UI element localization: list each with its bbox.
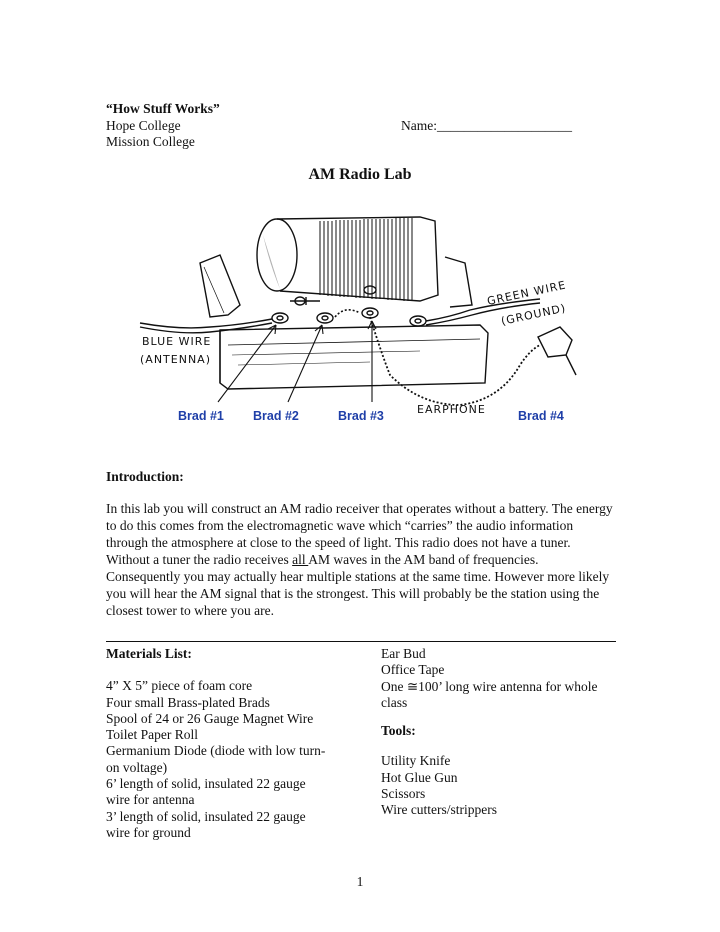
header-college-2: Mission College bbox=[106, 134, 195, 149]
green-wire-label: GREEN WIRE bbox=[485, 278, 568, 308]
coil-windings bbox=[320, 218, 412, 301]
earphone bbox=[538, 327, 572, 357]
tools-heading: Tools: bbox=[381, 723, 416, 739]
materials-item: 3’ length of solid, insulated 22 gauge bbox=[106, 808, 306, 824]
earphone-label: EARPHONE bbox=[417, 403, 486, 416]
page-title: AM Radio Lab bbox=[308, 166, 412, 183]
brad-label-3: Brad #3 bbox=[338, 409, 384, 423]
introduction-heading: Introduction: bbox=[106, 469, 184, 484]
materials-item: Ear Bud bbox=[381, 646, 426, 661]
intro-text-part2: AM waves in the AM band of frequencies. Consequently you may actually hear multiple stations at the same time. However more likely you will hear the AM signal that is the strongest. This will probably be the station using the closest tower to where you are. bbox=[106, 552, 610, 618]
intro-text-part1: In this lab you will construct an AM radio receiver that operates without a battery. The energy to do this comes from the electromagnetic wave which “carries” the audio information through the atmosphere at close to the speed of light. This radio does not have a tuner. Without a tuner the radio receives bbox=[106, 501, 613, 567]
diode bbox=[290, 297, 320, 305]
materials-item: on voltage) bbox=[106, 759, 168, 775]
materials-item: 6’ length of solid, insulated 22 gauge bbox=[106, 776, 306, 792]
materials-right-column bbox=[381, 646, 621, 819]
brad-label-4: Brad #4 bbox=[518, 409, 564, 423]
back-board-left bbox=[200, 255, 240, 317]
materials-item: Toilet Paper Roll bbox=[106, 727, 199, 743]
intro-emphasis-all: all bbox=[292, 552, 309, 567]
materials-item: Four small Brass-plated Brads bbox=[106, 694, 270, 710]
materials-item: 4” X 5” piece of foam core bbox=[106, 678, 253, 694]
blue-wire-label: BLUE WIRE bbox=[142, 335, 212, 348]
materials-item: wire for antenna bbox=[106, 792, 195, 808]
page-number: 1 bbox=[356, 874, 364, 889]
back-board-right bbox=[445, 257, 472, 307]
brad-pointer-lines bbox=[218, 321, 376, 402]
foam-board bbox=[220, 325, 488, 389]
header-college-1: Hope College bbox=[106, 118, 181, 133]
materials-left-column bbox=[106, 646, 376, 841]
tools-item: Utility Knife bbox=[381, 753, 451, 769]
brad-label-2: Brad #2 bbox=[253, 409, 299, 423]
materials-item: Spool of 24 or 26 Gauge Magnet Wire bbox=[106, 710, 314, 726]
tools-item: Hot Glue Gun bbox=[381, 769, 458, 785]
materials-item: wire for ground bbox=[106, 824, 191, 840]
tools-item: Wire cutters/strippers bbox=[381, 802, 498, 818]
antenna-label: (ANTENNA) bbox=[140, 353, 211, 366]
tools-item: Scissors bbox=[381, 786, 426, 802]
materials-item: Germanium Diode (diode with low turn- bbox=[106, 743, 326, 759]
section-divider bbox=[106, 641, 616, 642]
name-field-label: Name:____________________ bbox=[401, 118, 572, 133]
materials-heading: Materials List: bbox=[106, 646, 192, 661]
radio-illustration bbox=[120, 205, 600, 435]
introduction-paragraph bbox=[106, 500, 616, 619]
materials-item: One ≅100’ long wire antenna for whole bbox=[381, 678, 598, 694]
brad-label-1: Brad #1 bbox=[178, 409, 224, 423]
ground-label: (GROUND) bbox=[499, 301, 568, 328]
earphone-cord bbox=[370, 317, 540, 405]
header-quote-title: “How Stuff Works” bbox=[106, 101, 220, 116]
materials-item: Office Tape bbox=[381, 662, 445, 678]
materials-item: class bbox=[381, 694, 408, 710]
